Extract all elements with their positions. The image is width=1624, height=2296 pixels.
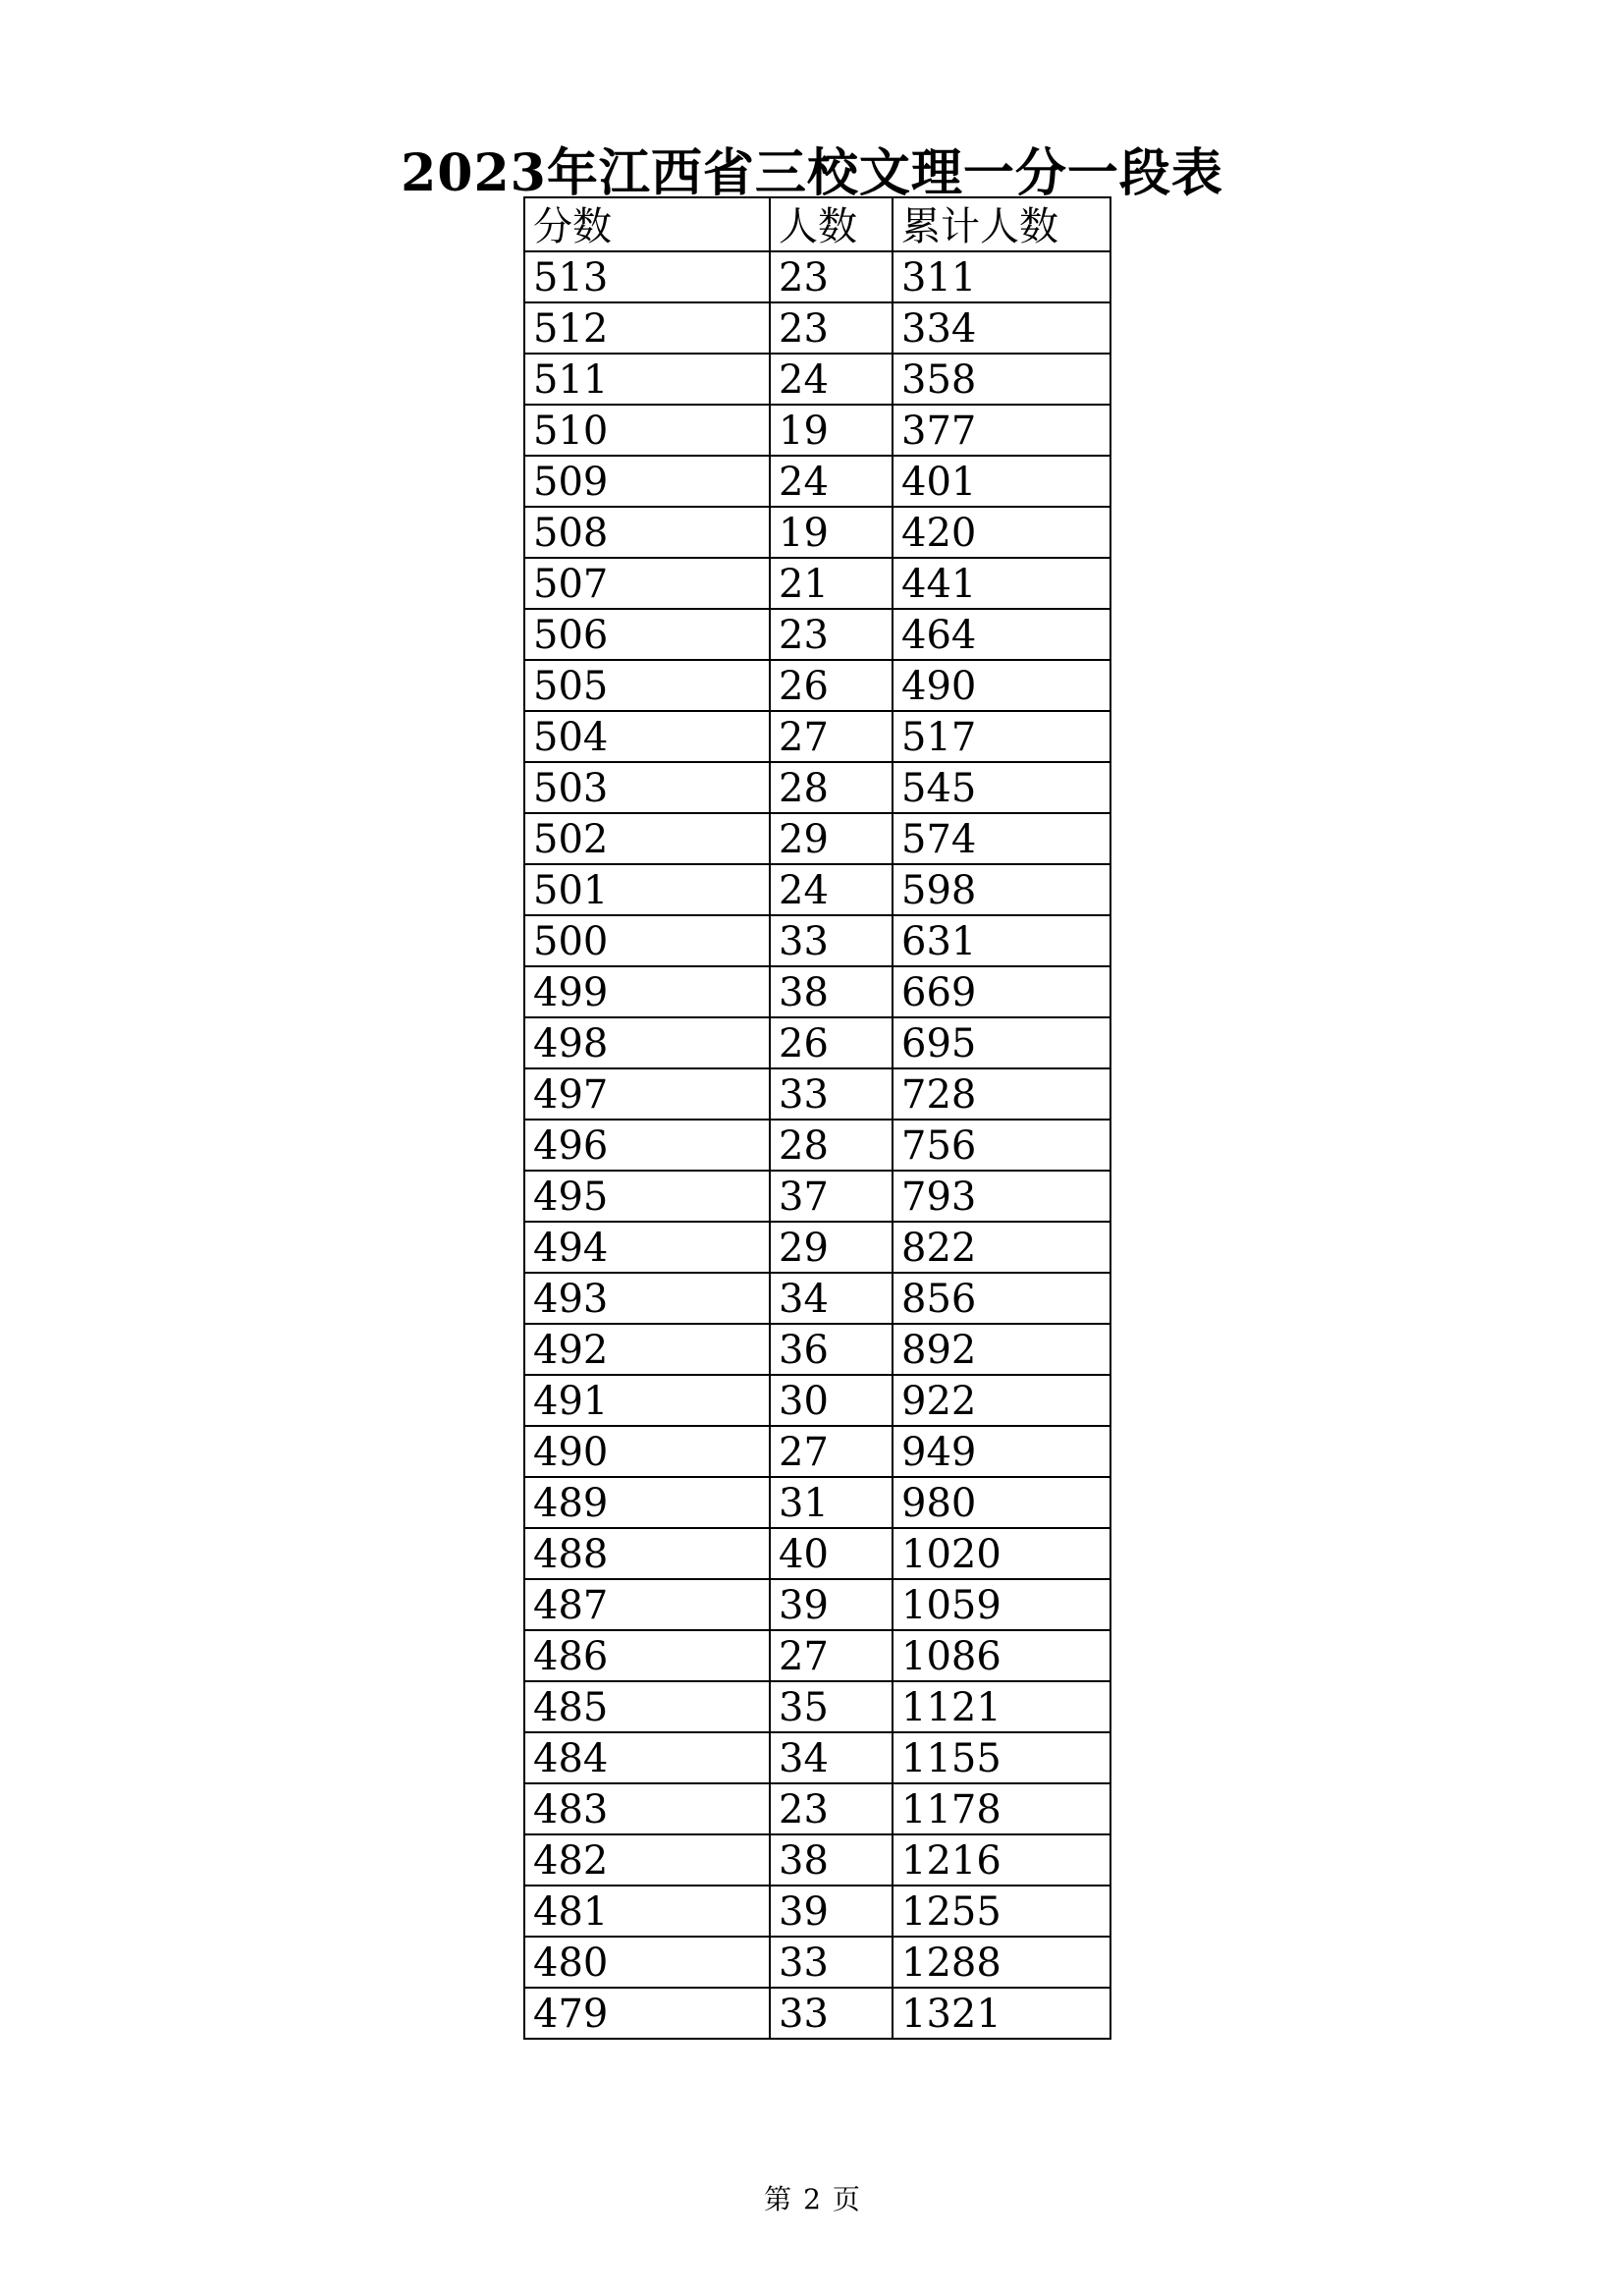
cell-score: 513	[524, 251, 770, 302]
table-row	[524, 1937, 1110, 1988]
cell-cumulative: 949	[893, 1426, 1110, 1477]
cell-count: 28	[770, 762, 893, 813]
cell-count: 35	[770, 1681, 893, 1732]
page-title: 2023年江西省三校文理一分一段表	[401, 142, 1223, 203]
cell-cumulative: 728	[893, 1068, 1110, 1120]
cell-cumulative: 631	[893, 915, 1110, 966]
table-row	[524, 1324, 1110, 1375]
cell-count: 23	[770, 1783, 893, 1834]
cell-score: 507	[524, 558, 770, 609]
table-row	[524, 1732, 1110, 1783]
cell-score: 487	[524, 1579, 770, 1630]
header-count: 人数	[770, 197, 893, 251]
cell-count: 39	[770, 1579, 893, 1630]
cell-score: 494	[524, 1222, 770, 1273]
cell-count: 19	[770, 405, 893, 456]
cell-count: 24	[770, 456, 893, 507]
cell-count: 37	[770, 1171, 893, 1222]
table-row	[524, 1017, 1110, 1068]
cell-score: 483	[524, 1783, 770, 1834]
score-table	[523, 196, 1111, 2040]
cell-count: 23	[770, 251, 893, 302]
cell-cumulative: 464	[893, 609, 1110, 660]
table-row	[524, 1528, 1110, 1579]
cell-cumulative: 334	[893, 302, 1110, 354]
table-row	[524, 609, 1110, 660]
cell-score: 485	[524, 1681, 770, 1732]
cell-count: 36	[770, 1324, 893, 1375]
cell-cumulative: 1288	[893, 1937, 1110, 1988]
table-row	[524, 711, 1110, 762]
cell-cumulative: 311	[893, 251, 1110, 302]
cell-score: 497	[524, 1068, 770, 1120]
table-row	[524, 354, 1110, 405]
cell-cumulative: 856	[893, 1273, 1110, 1324]
table-row	[524, 966, 1110, 1017]
cell-score: 498	[524, 1017, 770, 1068]
cell-count: 23	[770, 302, 893, 354]
cell-cumulative: 1321	[893, 1988, 1110, 2039]
table-row	[524, 1222, 1110, 1273]
cell-score: 500	[524, 915, 770, 966]
cell-score: 486	[524, 1630, 770, 1681]
cell-count: 34	[770, 1732, 893, 1783]
cell-count: 26	[770, 660, 893, 711]
cell-score: 511	[524, 354, 770, 405]
cell-score: 501	[524, 864, 770, 915]
table-row	[524, 1630, 1110, 1681]
cell-cumulative: 1178	[893, 1783, 1110, 1834]
cell-count: 21	[770, 558, 893, 609]
cell-count: 27	[770, 711, 893, 762]
cell-cumulative: 1255	[893, 1886, 1110, 1937]
cell-count: 33	[770, 915, 893, 966]
table-row	[524, 660, 1110, 711]
cell-score: 492	[524, 1324, 770, 1375]
table-row	[524, 1273, 1110, 1324]
footer-suffix: 页	[832, 2183, 860, 2215]
table-row	[524, 507, 1110, 558]
cell-cumulative: 892	[893, 1324, 1110, 1375]
table-row	[524, 1477, 1110, 1528]
cell-count: 40	[770, 1528, 893, 1579]
cell-cumulative: 695	[893, 1017, 1110, 1068]
cell-cumulative: 1216	[893, 1834, 1110, 1886]
cell-cumulative: 401	[893, 456, 1110, 507]
header-cumulative: 累计人数	[893, 197, 1110, 251]
cell-score: 482	[524, 1834, 770, 1886]
cell-cumulative: 545	[893, 762, 1110, 813]
cell-count: 33	[770, 1068, 893, 1120]
cell-count: 30	[770, 1375, 893, 1426]
cell-cumulative: 822	[893, 1222, 1110, 1273]
cell-score: 479	[524, 1988, 770, 2039]
cell-score: 493	[524, 1273, 770, 1324]
cell-cumulative: 1059	[893, 1579, 1110, 1630]
cell-score: 503	[524, 762, 770, 813]
table-row	[524, 1834, 1110, 1886]
cell-score: 484	[524, 1732, 770, 1783]
cell-score: 480	[524, 1937, 770, 1988]
table-row	[524, 1068, 1110, 1120]
table-row	[524, 405, 1110, 456]
cell-cumulative: 1155	[893, 1732, 1110, 1783]
cell-cumulative: 793	[893, 1171, 1110, 1222]
table-body	[524, 251, 1110, 2039]
cell-count: 28	[770, 1120, 893, 1171]
table-row	[524, 1783, 1110, 1834]
cell-score: 510	[524, 405, 770, 456]
cell-cumulative: 922	[893, 1375, 1110, 1426]
table-row	[524, 1426, 1110, 1477]
cell-score: 481	[524, 1886, 770, 1937]
table-row	[524, 1886, 1110, 1937]
cell-score: 489	[524, 1477, 770, 1528]
cell-cumulative: 669	[893, 966, 1110, 1017]
cell-cumulative: 756	[893, 1120, 1110, 1171]
cell-score: 505	[524, 660, 770, 711]
table-row	[524, 251, 1110, 302]
cell-count: 26	[770, 1017, 893, 1068]
cell-count: 23	[770, 609, 893, 660]
table-row	[524, 302, 1110, 354]
table-row	[524, 558, 1110, 609]
table-row	[524, 915, 1110, 966]
cell-cumulative: 517	[893, 711, 1110, 762]
cell-count: 24	[770, 864, 893, 915]
cell-score: 499	[524, 966, 770, 1017]
cell-count: 33	[770, 1937, 893, 1988]
cell-count: 38	[770, 966, 893, 1017]
table-row	[524, 1988, 1110, 2039]
footer-prefix: 第	[764, 2183, 792, 2215]
table-row	[524, 864, 1110, 915]
cell-score: 508	[524, 507, 770, 558]
footer-page-number: 2	[803, 2183, 821, 2215]
cell-count: 27	[770, 1630, 893, 1681]
cell-score: 504	[524, 711, 770, 762]
table-row	[524, 1375, 1110, 1426]
cell-score: 509	[524, 456, 770, 507]
cell-cumulative: 598	[893, 864, 1110, 915]
cell-score: 506	[524, 609, 770, 660]
cell-count: 33	[770, 1988, 893, 2039]
table-row	[524, 1681, 1110, 1732]
table-row	[524, 1579, 1110, 1630]
cell-cumulative: 441	[893, 558, 1110, 609]
table-row	[524, 456, 1110, 507]
cell-score: 496	[524, 1120, 770, 1171]
cell-score: 495	[524, 1171, 770, 1222]
header-score: 分数	[524, 197, 770, 251]
cell-count: 29	[770, 813, 893, 864]
cell-cumulative: 980	[893, 1477, 1110, 1528]
cell-count: 31	[770, 1477, 893, 1528]
table-row	[524, 813, 1110, 864]
cell-count: 34	[770, 1273, 893, 1324]
cell-count: 24	[770, 354, 893, 405]
cell-cumulative: 358	[893, 354, 1110, 405]
cell-cumulative: 574	[893, 813, 1110, 864]
cell-count: 19	[770, 507, 893, 558]
table-row	[524, 1120, 1110, 1171]
cell-score: 488	[524, 1528, 770, 1579]
cell-cumulative: 377	[893, 405, 1110, 456]
cell-score: 512	[524, 302, 770, 354]
page-footer	[0, 2180, 1624, 2219]
cell-score: 491	[524, 1375, 770, 1426]
cell-cumulative: 1121	[893, 1681, 1110, 1732]
cell-cumulative: 420	[893, 507, 1110, 558]
cell-score: 490	[524, 1426, 770, 1477]
table-row	[524, 762, 1110, 813]
cell-cumulative: 490	[893, 660, 1110, 711]
table-row	[524, 1171, 1110, 1222]
cell-count: 27	[770, 1426, 893, 1477]
header-row	[524, 197, 1110, 251]
cell-cumulative: 1086	[893, 1630, 1110, 1681]
cell-cumulative: 1020	[893, 1528, 1110, 1579]
cell-score: 502	[524, 813, 770, 864]
cell-count: 38	[770, 1834, 893, 1886]
table-header	[524, 197, 1110, 251]
cell-count: 39	[770, 1886, 893, 1937]
cell-count: 29	[770, 1222, 893, 1273]
